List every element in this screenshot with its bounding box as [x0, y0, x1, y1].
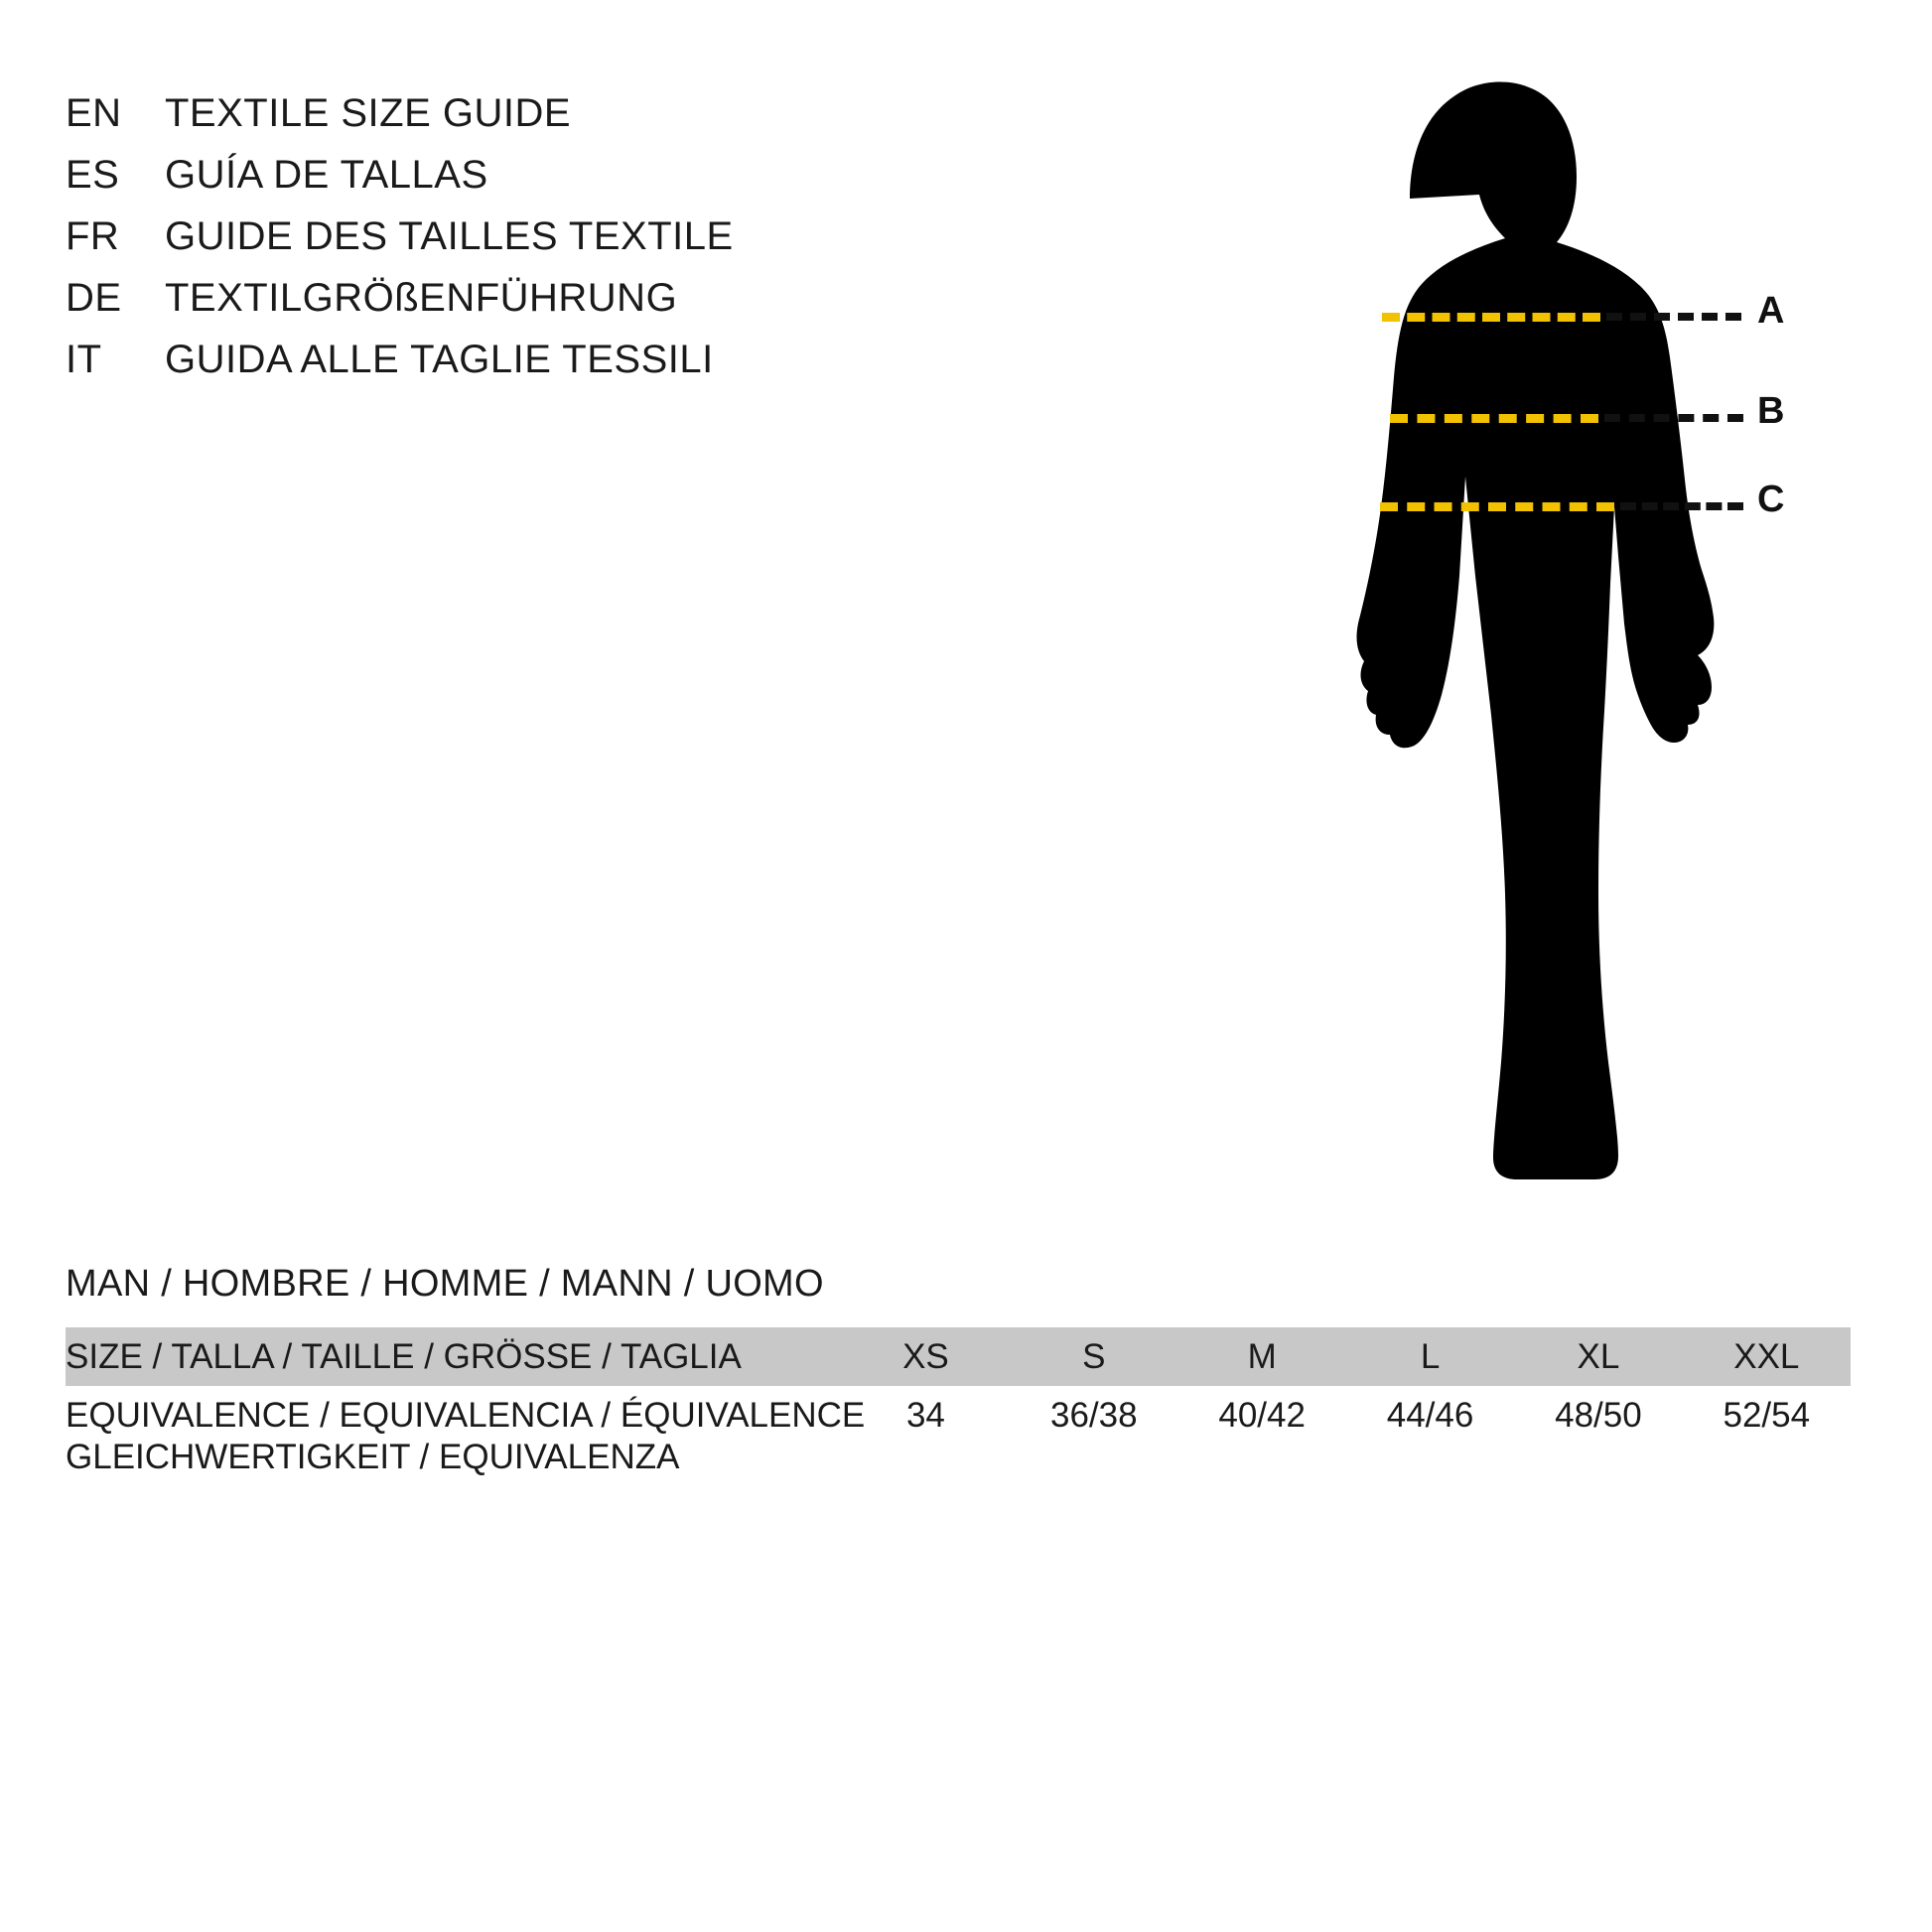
language-code: EN: [66, 91, 122, 135]
language-title: GUIDA ALLE TAGLIE TESSILI: [165, 338, 714, 381]
header-label-cell: SIZE / TALLA / TAILLE / GRÖSSE / TAGLIA: [66, 1337, 742, 1376]
table-caption: MAN / HOMBRE / HOMME / MANN / UOMO: [66, 1263, 824, 1305]
male-silhouette-icon: [1271, 40, 1827, 1211]
header-size-l: L: [1420, 1337, 1441, 1376]
cell-equivalence-xs: 34: [905, 1396, 945, 1436]
measure-line-a: [1382, 313, 1600, 322]
header-size-s: S: [1082, 1337, 1106, 1376]
size-table-block: [66, 1263, 1872, 1486]
header-size-xs: XS: [902, 1337, 949, 1376]
language-row-de: [66, 276, 880, 338]
language-row-fr: [66, 214, 880, 276]
cell-equivalence-m: 40/42: [1218, 1396, 1306, 1436]
language-title: TEXTILGRÖßENFÜHRUNG: [165, 276, 678, 320]
header-size-m: M: [1247, 1337, 1277, 1376]
row-label-cell: [66, 1386, 866, 1486]
language-code: IT: [66, 338, 102, 381]
measure-leader-b: [1604, 414, 1743, 422]
measure-line-b: [1390, 414, 1598, 423]
measure-label-c: C: [1757, 479, 1785, 520]
measure-line-c: [1380, 502, 1614, 511]
language-code: FR: [66, 214, 120, 258]
language-title: GUIDE DES TAILLES TEXTILE: [165, 214, 734, 258]
language-row-it: [66, 338, 880, 399]
language-code: DE: [66, 276, 122, 320]
header-size-xl: XL: [1577, 1337, 1620, 1376]
row-label-line1: EQUIVALENCE / EQUIVALENCIA / ÉQUIVALENCE: [66, 1396, 866, 1436]
size-table: [66, 1327, 1851, 1486]
size-guide-figure: [1271, 40, 1827, 1211]
cell-equivalence-xl: 48/50: [1555, 1396, 1642, 1436]
language-title: GUÍA DE TALLAS: [165, 153, 488, 197]
language-row-en: [66, 91, 880, 153]
cell-equivalence-xxl: 52/54: [1723, 1396, 1811, 1436]
row-label-line2: GLEICHWERTIGKEIT / EQUIVALENZA: [66, 1437, 680, 1476]
table-header-row: [66, 1327, 1851, 1386]
language-row-es: [66, 153, 880, 214]
header-size-xxl: XXL: [1733, 1337, 1800, 1376]
measure-leader-a: [1606, 313, 1741, 321]
language-title-block: [66, 91, 880, 399]
measure-leader-c: [1620, 502, 1743, 510]
language-title: TEXTILE SIZE GUIDE: [165, 91, 572, 135]
measure-label-a: A: [1757, 290, 1785, 332]
measure-label-b: B: [1757, 390, 1785, 432]
cell-equivalence-l: 44/46: [1386, 1396, 1474, 1436]
cell-equivalence-s: 36/38: [1050, 1396, 1138, 1436]
language-code: ES: [66, 153, 120, 197]
table-row: [66, 1386, 1851, 1486]
